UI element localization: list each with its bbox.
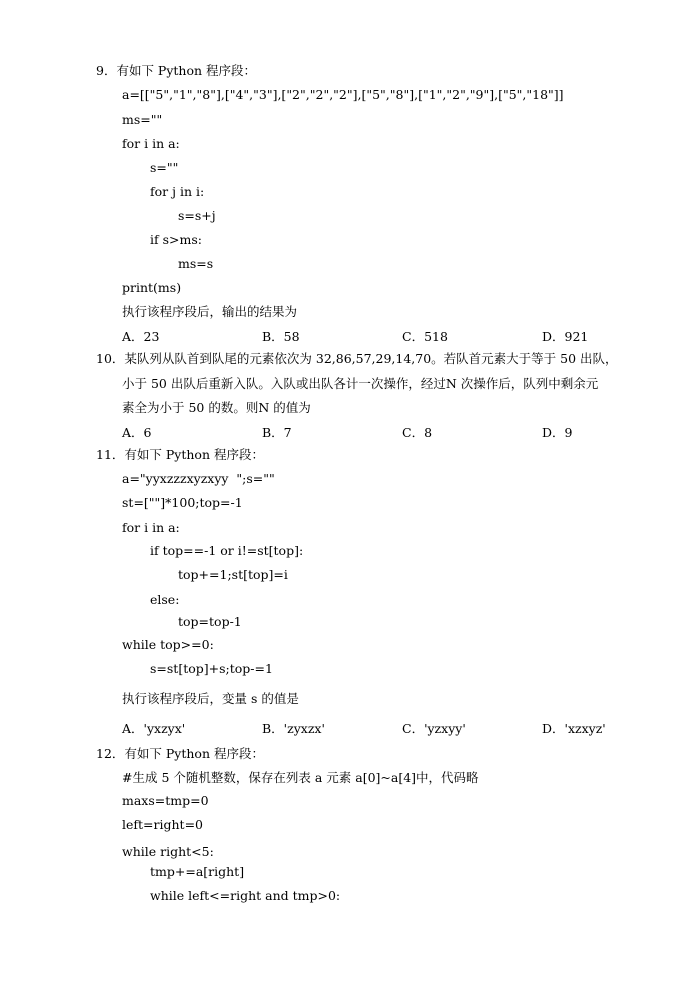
code-line: left=right=0 (122, 817, 203, 832)
code-line: for j in i: (150, 184, 205, 199)
option-a: A．'yxzyx' (122, 721, 186, 736)
code-line: while right<5: (122, 844, 214, 859)
question-10-text: 10．某队列从队首到队尾的元素依次为 32,86,57,29,14,70。若队首元素大于等于 50 出队， (96, 351, 618, 366)
option-c: C．8 (402, 425, 433, 440)
option-b: B．'zyxzx' (262, 721, 325, 736)
code-line: ms="" (122, 112, 163, 127)
option-a: A．6 (122, 425, 152, 440)
code-line: else: (150, 592, 180, 607)
option-c: C．'yzxyy' (402, 721, 466, 736)
code-line: s=s+j (178, 208, 216, 223)
code-line: a=[["5","1","8"],["4","3"],["2","2","2"],["5","8"],["1","2","9"],["5","18"]] (122, 87, 564, 102)
code-line: for i in a: (122, 520, 180, 535)
option-c: C．518 (402, 329, 448, 344)
code-line: for i in a: (122, 136, 180, 151)
question-11-prompt: 执行该程序段后，变量 s 的值是 (122, 691, 299, 706)
code-line: while top>=0: (122, 637, 214, 652)
question-10-text: 小于 50 出队后重新入队。入队或出队各计一次操作，经过N 次操作后，队列中剩余元 (122, 376, 599, 391)
code-line: if top==-1 or i!=st[top]: (150, 543, 304, 558)
code-line: maxs=tmp=0 (122, 793, 209, 808)
code-line: top+=1;st[top]=i (178, 567, 288, 582)
question-11-title: 11．有如下 Python 程序段： (96, 447, 264, 462)
question-10-text: 素全为小于 50 的数。则N 的值为 (122, 400, 311, 415)
code-line: print(ms) (122, 280, 182, 295)
code-line: st=[""]*100;top=-1 (122, 495, 243, 510)
question-9-title: 9．有如下 Python 程序段： (96, 63, 257, 78)
code-line: tmp+=a[right] (150, 864, 245, 879)
code-comment: #生成 5 个随机整数，保存在列表 a 元素 a[0]~a[4]中，代码略 (122, 770, 479, 785)
question-12-title: 12．有如下 Python 程序段： (96, 746, 264, 761)
option-d: D．'xzxyz' (542, 721, 606, 736)
code-line: if s>ms: (150, 232, 202, 247)
code-line: s=st[top]+s;top-=1 (150, 661, 273, 676)
code-line: top=top-1 (178, 614, 242, 629)
code-line: s="" (150, 160, 179, 175)
option-b: B．7 (262, 425, 292, 440)
code-line: while left<=right and tmp>0: (150, 888, 341, 903)
option-d: D．9 (542, 425, 573, 440)
code-line: ms=s (178, 256, 214, 271)
question-9-prompt: 执行该程序段后，输出的结果为 (122, 304, 298, 319)
option-a: A．23 (122, 329, 160, 344)
option-b: B．58 (262, 329, 300, 344)
code-line: a="yyxzzzxyzxyy ";s="" (122, 471, 275, 486)
option-d: D．921 (542, 329, 589, 344)
